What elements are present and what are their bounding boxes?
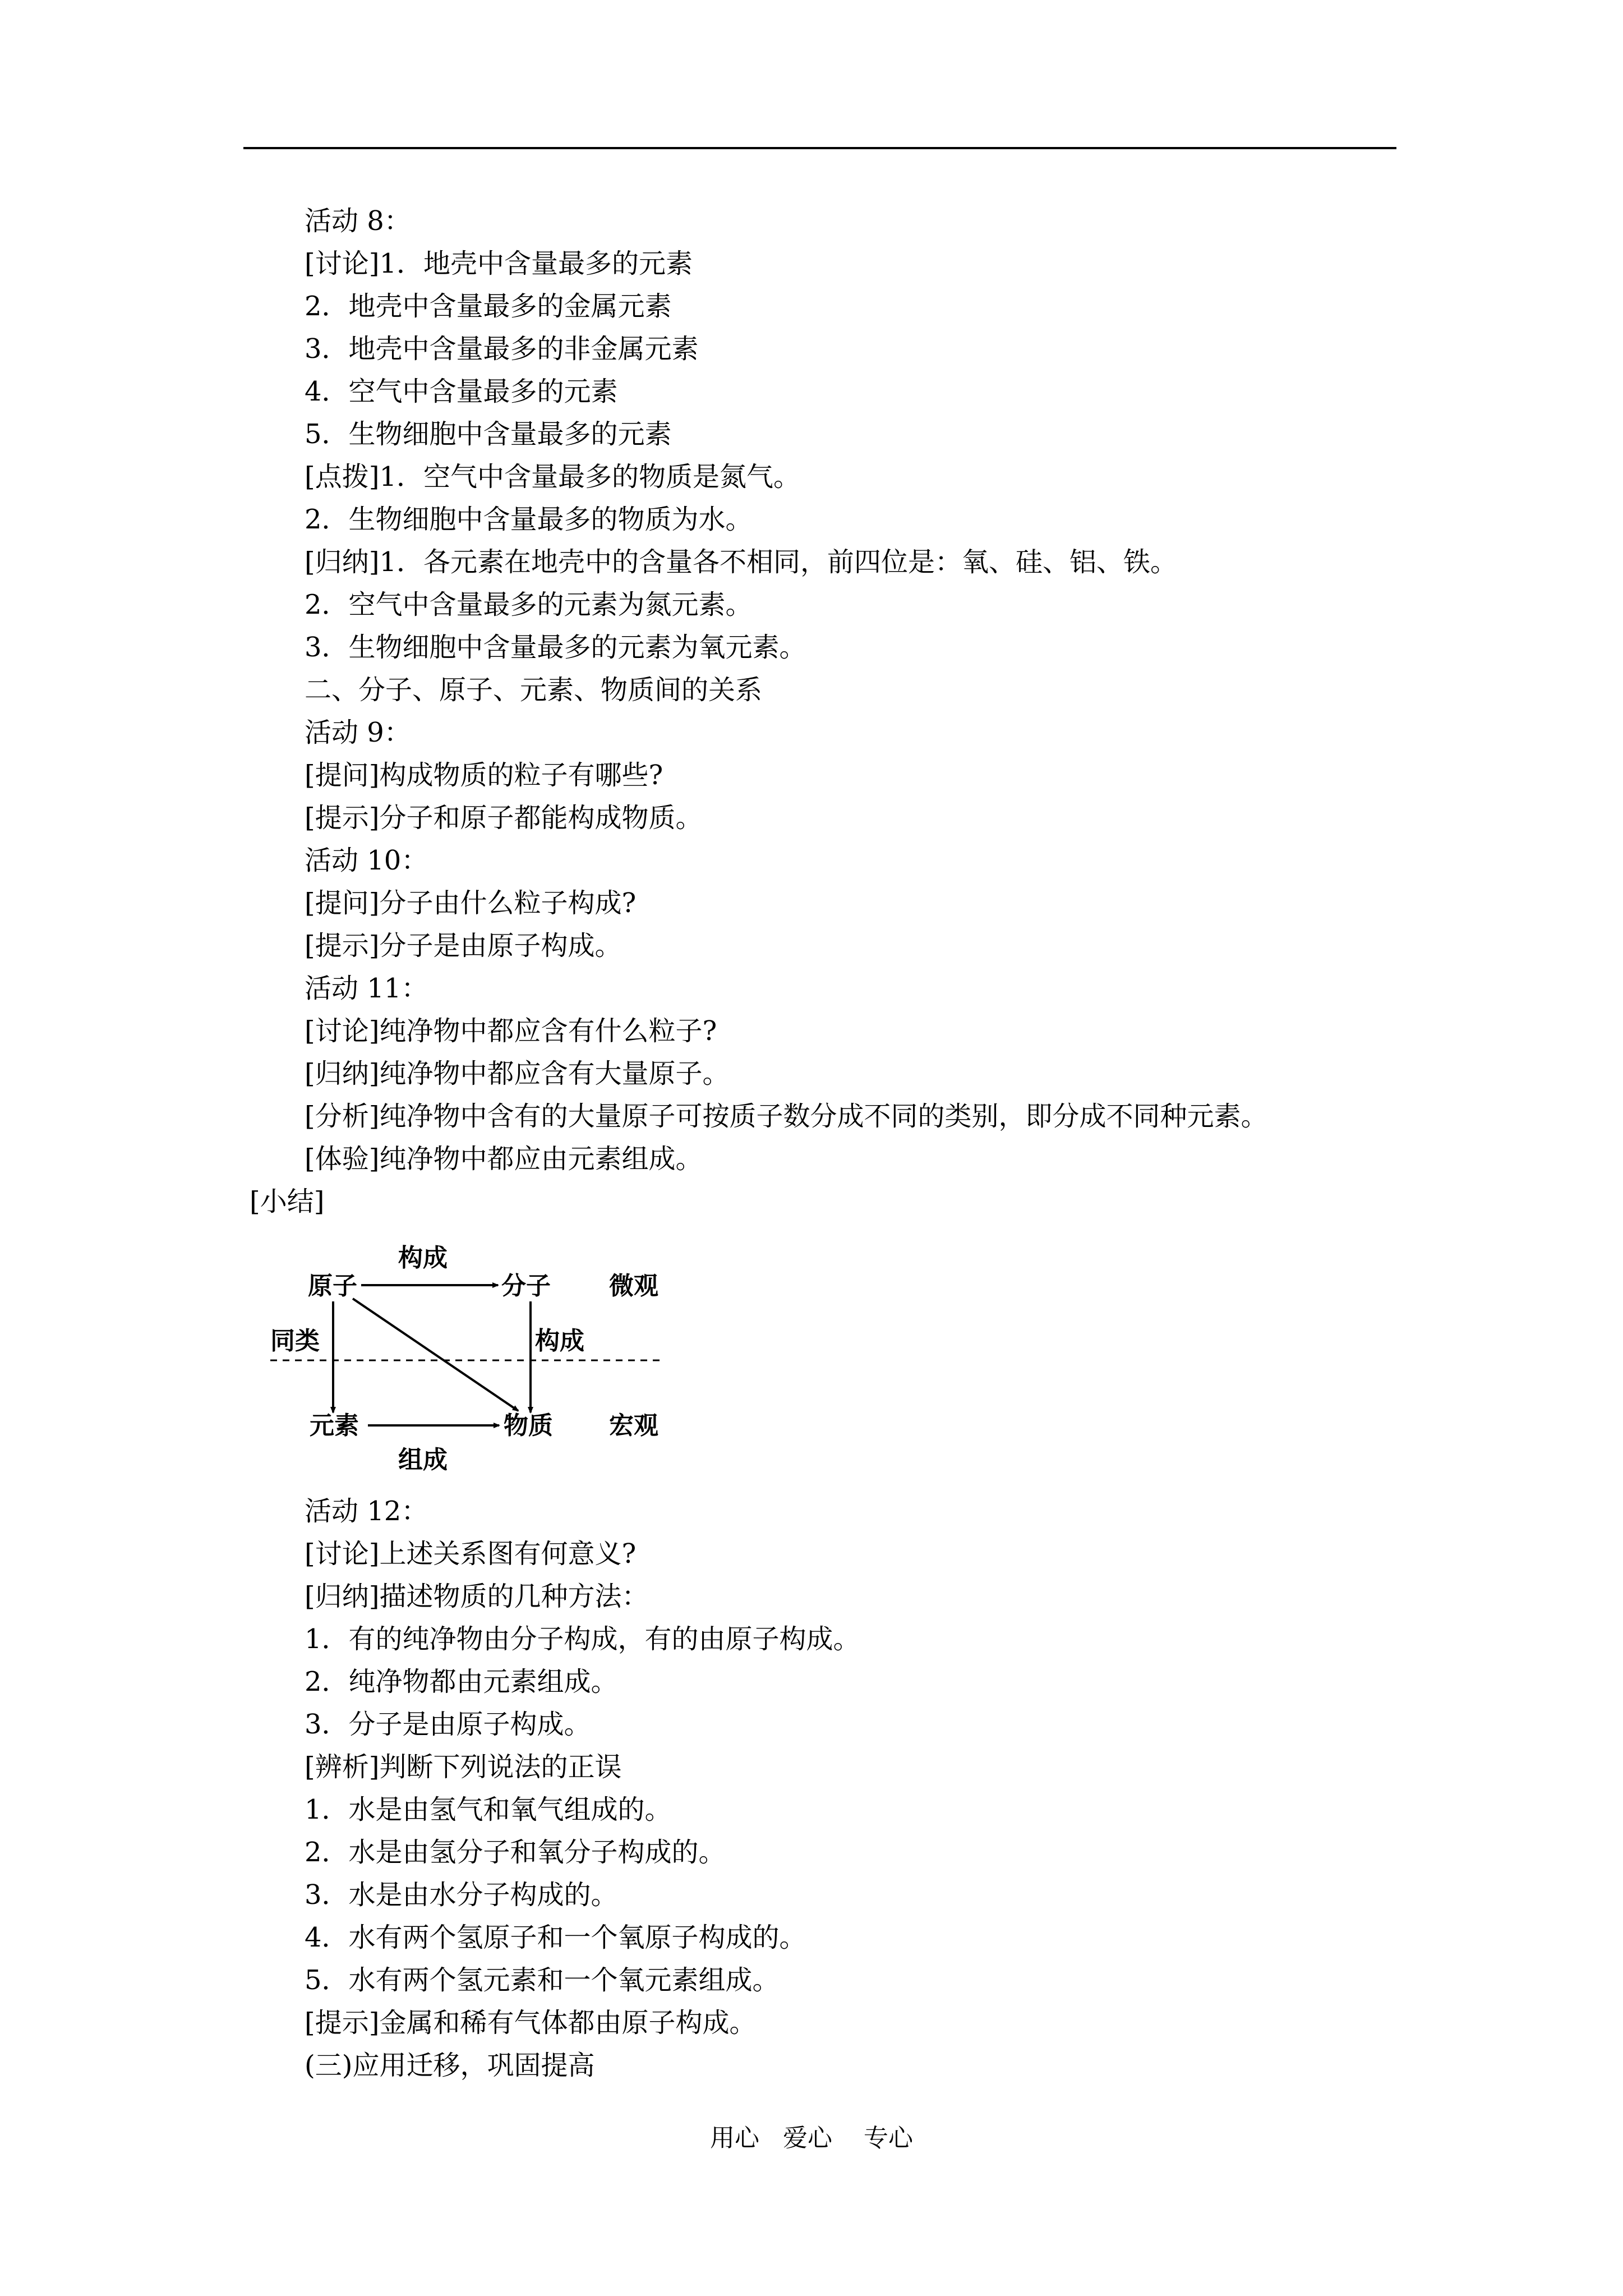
text-line: 3．生物细胞中含量最多的元素为氧元素。 <box>305 632 806 663</box>
text-line: [提示]分子是由原子构成。 <box>305 930 622 961</box>
text-line: 2．生物细胞中含量最多的物质为水。 <box>305 504 753 535</box>
text-line: 活动 12： <box>305 1496 428 1527</box>
node-matter: 物质 <box>504 1412 553 1439</box>
text-line: 活动 9： <box>305 717 411 748</box>
text-line: [提示]分子和原子都能构成物质。 <box>305 802 703 834</box>
text-line: 1．有的纯净物由分子构成，有的由原子构成。 <box>305 1623 860 1655</box>
text-line: [点拨]1．空气中含量最多的物质是氮气。 <box>305 461 800 493</box>
label-compose: 组成 <box>398 1446 448 1474</box>
node-element: 元素 <box>310 1412 359 1439</box>
text-line: 活动 8： <box>305 205 411 237</box>
text-line: [归纳]描述物质的几种方法： <box>305 1581 649 1612</box>
label-constitute-right: 构成 <box>535 1327 584 1355</box>
text-line: 5．生物细胞中含量最多的元素 <box>305 418 672 450</box>
text-line: [分析]纯净物中含有的大量原子可按质子数分成不同的类别，即分成不同种元素。 <box>305 1101 1268 1132</box>
page-footer: 用心 爱心 专心 <box>710 2124 913 2152</box>
text-line: [提示]金属和稀有气体都由原子构成。 <box>305 2007 757 2039</box>
label-micro: 微观 <box>609 1272 658 1300</box>
text-line: 活动 10： <box>305 845 428 876</box>
text-line: [辨析]判断下列说法的正误 <box>305 1751 622 1783</box>
text-line: 3．地壳中含量最多的非金属元素 <box>305 333 699 365</box>
text-line: 2．空气中含量最多的元素为氮元素。 <box>305 589 753 620</box>
text-line: 2．水是由氢分子和氧分子构成的。 <box>305 1837 726 1868</box>
text-line: 4．水有两个氢原子和一个氧原子构成的。 <box>305 1922 806 1953</box>
text-line: [体验]纯净物中都应由元素组成。 <box>305 1143 703 1175</box>
text-line: 4．空气中含量最多的元素 <box>305 376 618 407</box>
text-line: [讨论]1．地壳中含量最多的元素 <box>305 248 693 279</box>
text-line: 2．地壳中含量最多的金属元素 <box>305 291 672 322</box>
text-line: (三)应用迁移，巩固提高 <box>305 2050 595 2081</box>
node-molecule: 分子 <box>501 1272 551 1300</box>
text-line: [归纳]1．各元素在地壳中的含量各不相同，前四位是：氧、硅、铝、铁。 <box>305 546 1177 578</box>
summary-label: [小结] <box>250 1186 325 1217</box>
label-same-kind: 同类 <box>270 1327 320 1355</box>
arrow-atom-to-matter <box>353 1299 518 1411</box>
relationship-diagram <box>260 1226 678 1475</box>
text-line: 3．水是由水分子构成的。 <box>305 1879 618 1911</box>
text-line: [讨论]上述关系图有何意义? <box>305 1538 637 1570</box>
text-line: 2．纯净物都由元素组成。 <box>305 1666 618 1697</box>
label-macro: 宏观 <box>609 1412 658 1439</box>
text-line: 活动 11： <box>305 973 428 1004</box>
text-line: 5．水有两个氢元素和一个氧元素组成。 <box>305 1964 780 1996</box>
text-line: 3．分子是由原子构成。 <box>305 1709 591 1740</box>
text-line: [提问]构成物质的粒子有哪些? <box>305 760 663 791</box>
text-line: [讨论]纯净物中都应含有什么粒子? <box>305 1015 717 1047</box>
label-constitute-top: 构成 <box>398 1244 448 1272</box>
header-rule <box>243 147 1396 149</box>
text-line: [归纳]纯净物中都应含有大量原子。 <box>305 1058 730 1089</box>
section-heading: 二、分子、原子、元素、物质间的关系 <box>305 674 763 706</box>
node-atom: 原子 <box>308 1272 357 1300</box>
text-line: 1．水是由氢气和氧气组成的。 <box>305 1794 672 1825</box>
text-line: [提问]分子由什么粒子构成? <box>305 887 637 919</box>
